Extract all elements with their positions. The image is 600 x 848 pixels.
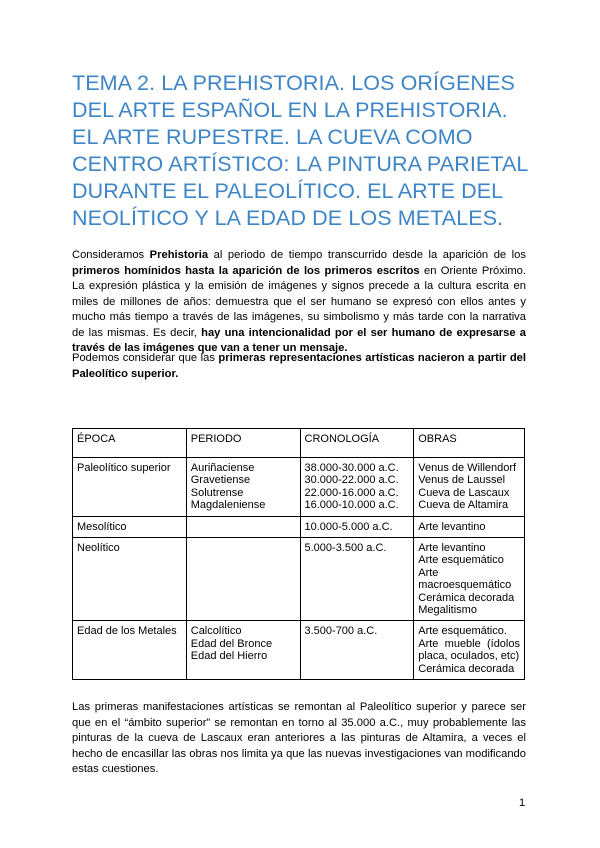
- obras-line: Arte mueble (ídolos placa, oculados, etc): [418, 637, 520, 663]
- obras-line: Cerámica decorada: [418, 591, 515, 604]
- periodo-line: Edad del Bronce: [190, 637, 273, 650]
- cronologia-line: 30.000-22.000 a.C.: [304, 474, 399, 487]
- intro-text-1: Consideramos: [72, 249, 150, 261]
- closing-paragraph: Las primeras manifestaciones artísticas se remontan al Paleolítico superior y parece ser que en el “ámbito superior” se remontan en torno al 35.000 a.C., muy probablemente las pinturas de la cueva de Lascaux eran anteriores a las pinturas de Altamira, a veces el hecho de encasillar las obras nos limita ya que las nuevas investigaciones van modificando estas cuestiones.: [72, 701, 526, 775]
- cell-epoca: Neolítico: [73, 538, 187, 621]
- obras-line: Venus de Willendorf: [418, 462, 517, 474]
- header-periodo: PERIODO: [186, 429, 300, 458]
- second-paragraph: [72, 351, 526, 382]
- periodo-line: Calcolítico: [190, 625, 242, 638]
- table-row: [73, 621, 525, 680]
- page-number: 1: [519, 797, 526, 809]
- obras-line: Arte levantino: [418, 520, 486, 533]
- header-epoca: ÉPOCA: [73, 429, 187, 458]
- table-row: [73, 458, 525, 517]
- second-bold-text: primeras representaciones artísticas nacieron a partir del Paleolítico superior.: [72, 352, 526, 380]
- table-row: [73, 538, 525, 621]
- cronologia-line: 10.000-5.000 a.C.: [304, 520, 393, 533]
- obras-line: Cerámica decorada: [418, 662, 515, 675]
- table-header-row: [73, 429, 525, 458]
- obras-line: Arte esquemático.: [418, 625, 507, 638]
- intro-bold-intencionalidad: hay una intencionalidad por el ser humano de expresarse a través de las imágenes que van a tener un mensaje.: [72, 326, 526, 354]
- cell-obras: [414, 458, 525, 517]
- cell-periodo: [186, 458, 300, 517]
- cell-cronologia: [300, 538, 414, 621]
- cronologia-line: 3.500-700 a.C.: [304, 625, 378, 638]
- header-obras: OBRAS: [414, 429, 525, 458]
- periodo-line: Gravetiense: [190, 474, 251, 487]
- cell-epoca: Paleolítico superior: [73, 458, 187, 517]
- obras-line: Megalitismo: [418, 604, 477, 617]
- cell-epoca: Edad de los Metales: [73, 621, 187, 680]
- cell-cronologia: [300, 458, 414, 517]
- cell-periodo: [186, 516, 300, 537]
- cronologia-line: 5.000-3.500 a.C.: [304, 542, 387, 555]
- obras-line: Venus de Laussel: [418, 474, 506, 487]
- obras-line: Arte macroesquemático: [418, 566, 512, 592]
- intro-bold-hominidos: primeros homínidos hasta la aparición de los primeros escritos: [72, 264, 420, 277]
- intro-text-2: al periodo de tiempo transcurrido desde la aparición de los: [208, 249, 526, 261]
- periodo-line: Solutrense: [190, 486, 244, 499]
- cell-periodo: [186, 538, 300, 621]
- cell-cronologia: [300, 516, 414, 537]
- cell-obras: [414, 538, 525, 621]
- chronology-table: [72, 428, 525, 680]
- cell-epoca: Mesolítico: [73, 516, 187, 537]
- obras-line: Cueva de Lascaux: [418, 486, 510, 499]
- periodo-line: Auriñaciense: [190, 462, 255, 474]
- cronologia-line: 22.000-16.000 a.C.: [304, 486, 399, 499]
- obras-line: Arte levantino: [418, 542, 486, 555]
- periodo-line: Magdaleniense: [190, 499, 266, 512]
- cell-obras: [414, 621, 525, 680]
- cell-cronologia: [300, 621, 414, 680]
- document-title: TEMA 2. LA PREHISTORIA. LOS ORÍGENES DEL ARTE ESPAÑOL EN LA PREHISTORIA. EL ARTE RUPESTRE. LA CUEVA COMO CENTRO ARTÍSTICO: LA PINTURA PARIETAL DURANTE EL PALEOLÍTICO. EL ARTE DEL NEOLÍTICO Y LA EDAD DE LOS METALES.: [72, 71, 528, 230]
- header-cronologia: CRONOLOGÍA: [300, 429, 414, 458]
- cell-periodo: [186, 621, 300, 680]
- intro-bold-prehistoria: Prehistoria: [149, 249, 209, 261]
- obras-line: Cueva de Altamira: [418, 499, 509, 512]
- obras-line: Arte esquemático: [418, 554, 504, 567]
- second-text-1: Podemos considerar que las: [72, 352, 219, 364]
- cell-obras: [414, 516, 525, 537]
- intro-paragraph: [72, 248, 526, 357]
- intro-text-3: en Oriente Próximo. La expresión plástica y la emisión de imágenes y signos precede a la cultura escrita en miles de millones de años: demuestra que el ser humano se expresó con ellos antes y mucho más tiempo a través de las imágenes, su simbolismo y más tarde con la narrativa de las mismas. Es decir,: [72, 264, 526, 339]
- table-row: [73, 516, 525, 537]
- periodo-line: Edad del Hierro: [190, 650, 268, 663]
- cronologia-line: 38.000-30.000 a.C.: [304, 462, 399, 474]
- cronologia-line: 16.000-10.000 a.C.: [304, 499, 399, 512]
